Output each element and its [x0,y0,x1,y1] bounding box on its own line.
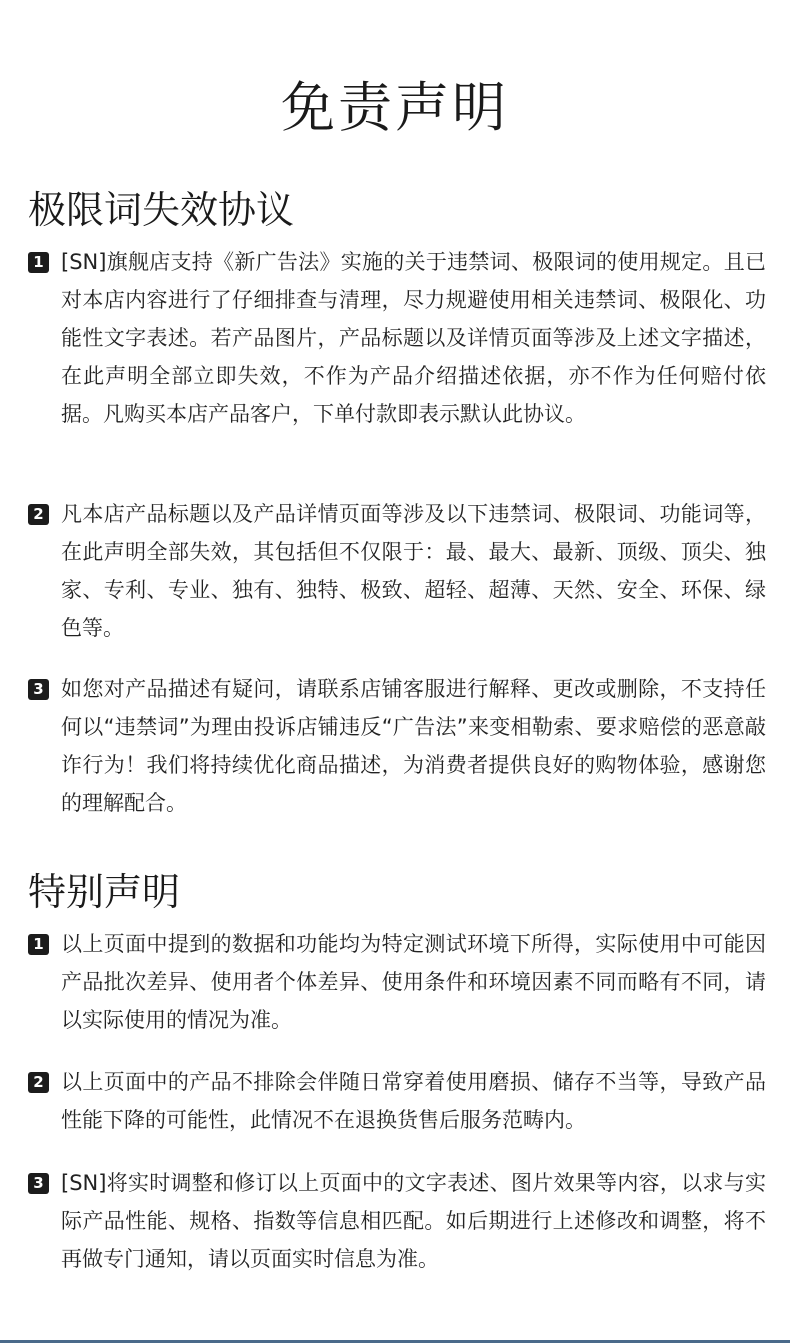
item-text: 以上页面中的产品不排除会伴随日常穿着使用磨损、储存不当等，导致产品性能下降的可能性，此情况不在退换货售后服务范畴内。 [61,1070,766,1132]
number-badge-icon: 2 [28,1072,49,1093]
section-heading-extreme-words: 极限词失效协议 [28,188,295,232]
item-text: [SN]将实时调整和修订以上页面中的文字表述、图片效果等内容，以求与实际产品性能、规格、指数等信息相匹配。如后期进行上述修改和调整，将不再做专门通知，请以页面实时信息为准。 [61,1171,766,1271]
number-badge-icon: 1 [28,934,49,955]
number-badge-icon: 1 [28,252,49,273]
number-badge-icon: 3 [28,679,49,700]
item-text: 如您对产品描述有疑问，请联系店铺客服进行解释、更改或删除，不支持任何以“违禁词”为理由投诉店铺违反“广告法”来变相勒索、要求赔偿的恶意敲诈行为！我们将持续优化商品描述，为消费者提供良好的购物体验，感谢您的理解配合。 [61,677,766,815]
page-title: 免责声明 [281,76,509,139]
item-text: 凡本店产品标题以及产品详情页面等涉及以下违禁词、极限词、功能词等，在此声明全部失效，其包括但不仅限于：最、最大、最新、顶级、顶尖、独家、专利、专业、独有、独特、极致、超轻、超薄、天然、安全、环保、绿色等。 [61,502,766,640]
item-text: [SN]旗舰店支持《新广告法》实施的关于违禁词、极限词的使用规定。且已对本店内容进行了仔细排查与清理，尽力规避使用相关违禁词、极限化、功能性文字表述。若产品图片，产品标题以及详情页面等涉及上述文字描述，在此声明全部立即失效，不作为产品介绍描述依据，亦不作为任何赔付依据。凡购买本店产品客户，下单付款即表示默认此协议。 [61,250,766,426]
number-badge-icon: 3 [28,1173,49,1194]
item-text: 以上页面中提到的数据和功能均为特定测试环境下所得，实际使用中可能因产品批次差异、使用者个体差异、使用条件和环境因素不同而略有不同，请以实际使用的情况为准。 [61,932,766,1032]
number-badge-icon: 2 [28,504,49,525]
section-heading-special-statement: 特别声明 [28,870,181,914]
